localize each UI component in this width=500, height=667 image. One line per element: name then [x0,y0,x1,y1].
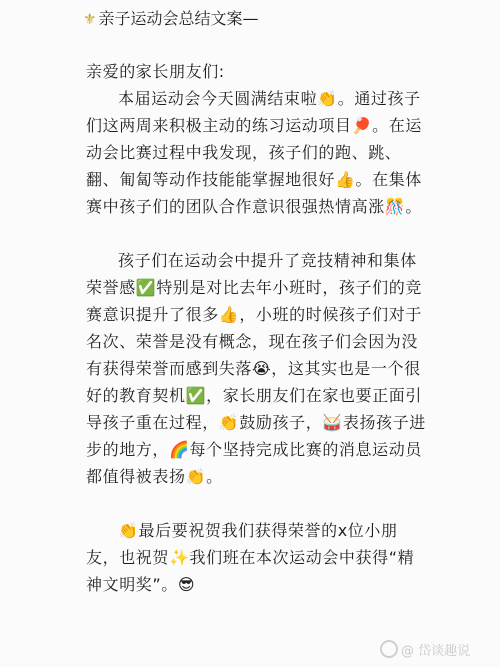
page-title-text: 亲子运动会总结文案— [98,9,259,28]
watermark [380,640,470,659]
fleur-de-lis-icon: ⚜ [83,10,97,28]
paragraph-3 [86,517,426,598]
paragraph-2-text: 孩子们在运动会中提升了竞技精神和集体荣誉感✅特别是对比去年小班时，孩子们的竞赛意识提升了很多👍，小班的时候孩子们对于名次、荣誉是没有概念，现在孩子们会因为没有获得荣誉而感到失落😭，这其实也是一个很好的教育契机✅，家长朋友们在家也要正面引导孩子重在过程，👏鼓励孩子，🥁表扬孩子进步的地方，🌈每个坚持完成比赛的消息运动员都值得被表扬👏。 [86,251,426,486]
article-body [86,58,426,625]
greeting: 亲爱的家长朋友们: [86,62,225,81]
watermark-text: @ 岱谈趣说 [401,644,471,659]
watermark-logo-icon [380,640,398,658]
page-title [83,8,258,30]
paragraph-3-text: 👏最后要祝贺我们获得荣誉的x位小朋友，也祝贺✨我们班在本次运动会中获得“精神文明奖”。😎 [86,521,415,594]
paragraph-1-text: 本届运动会今天圆满结束啦👏。通过孩子们这两周来积极主动的练习运动项目🏓。在运动会比赛过程中我发现，孩子们的跑、跳、翻、匍匐等动作技能能掌握地很好👍。在集体赛中孩子们的团队合作意识很强热情高涨🎊。 [86,89,422,216]
paragraph-1 [86,85,426,220]
paragraph-2 [86,247,426,490]
